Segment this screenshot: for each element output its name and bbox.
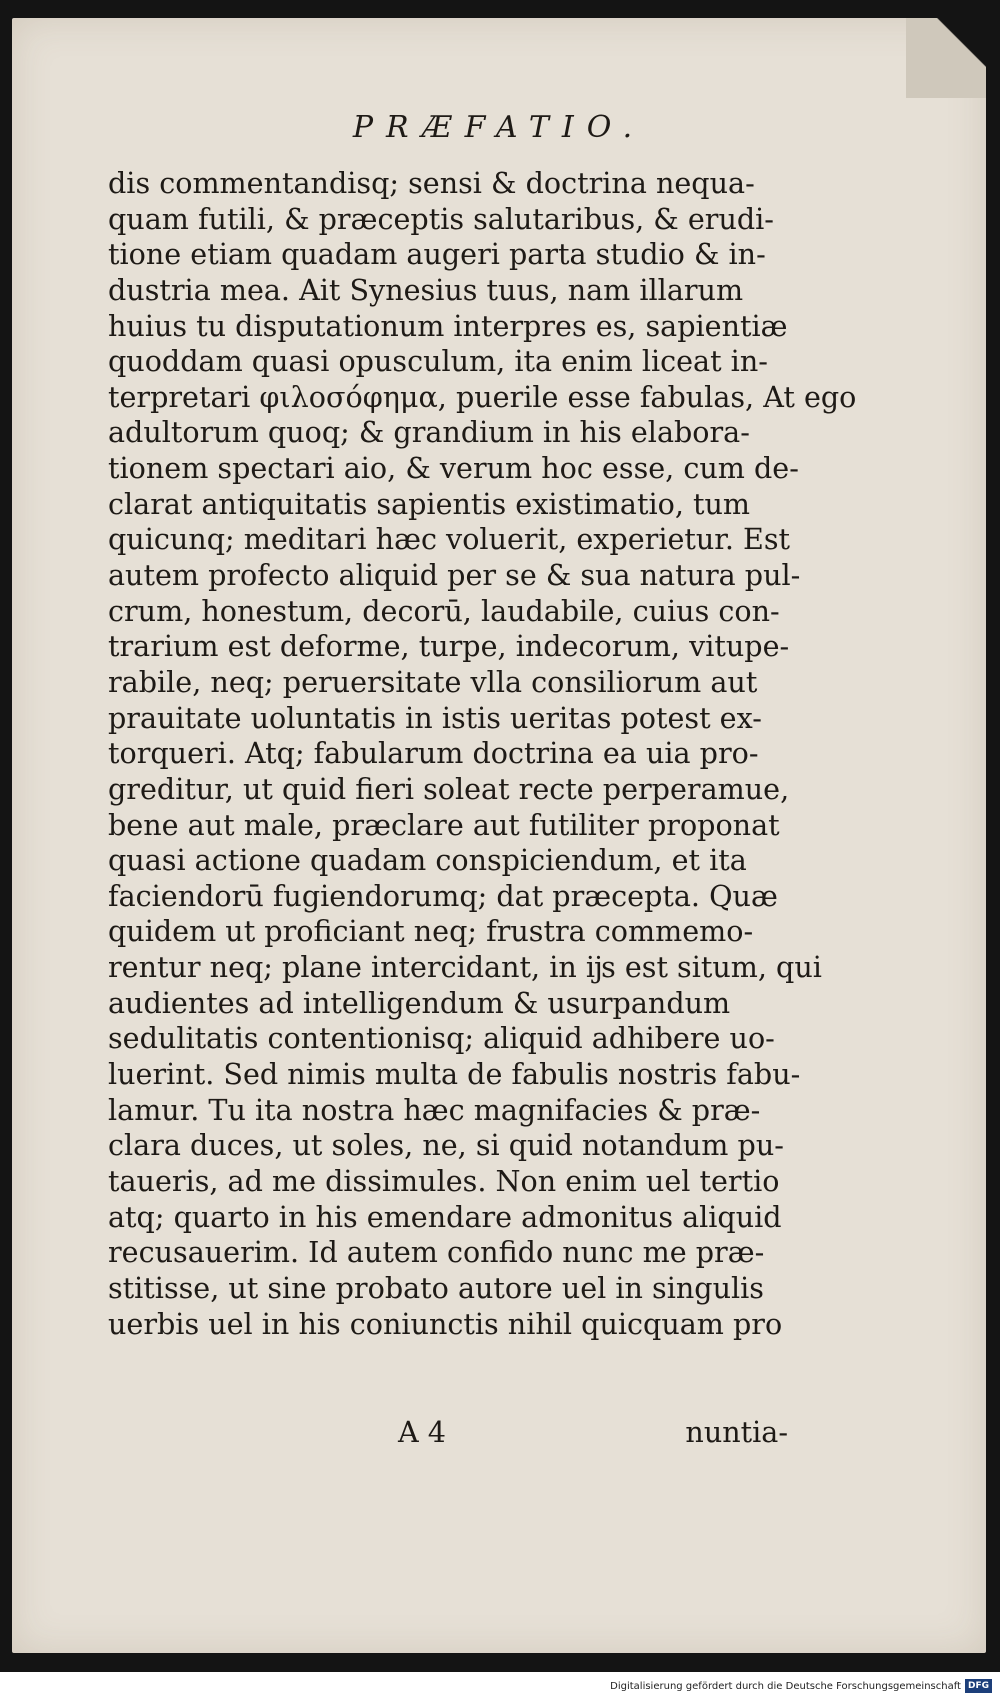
- text-line: dis commentandisq; sensi & doctrina nequa-: [108, 166, 755, 200]
- running-header: PRÆFATIO.: [352, 110, 646, 145]
- text-line: prauitate uoluntatis in istis ueritas potest ex-: [108, 700, 762, 735]
- text-line: tione etiam quadam augeri parta studio & in-: [108, 237, 766, 272]
- text-line: greditur, ut quid fieri soleat recte perperamue,: [108, 771, 790, 806]
- text-line: terpretari φιλοσόφημα, puerile esse fabulas, At ego: [108, 379, 857, 414]
- text-line: dustria mea. Ait Synesius tuus, nam illarum: [108, 272, 744, 307]
- text-line: clara duces, ut soles, ne, si quid notandum pu-: [108, 1128, 784, 1163]
- text-line: uerbis uel in his coniunctis nihil quicquam pro: [108, 1306, 783, 1341]
- text-line: autem profecto aliquid per se & sua natura pul-: [108, 558, 801, 593]
- text-line: bene aut male, præclare aut futiliter proponat: [108, 807, 780, 842]
- page-footer: [108, 1414, 788, 1450]
- text-line: luerint. Sed nimis multa de fabulis nostris fabu-: [108, 1057, 801, 1092]
- text-line: quasi actione quadam conspiciendum, et ita: [108, 843, 747, 878]
- book-page: [12, 18, 986, 1653]
- text-line: torqueri. Atq; fabularum doctrina ea uia pro-: [108, 736, 759, 771]
- text-line: adultorum quoq; & grandium in his elabora-: [108, 415, 750, 450]
- text-line: rentur neq; plane intercidant, in ĳs est situm, qui: [108, 950, 822, 985]
- text-line: recusauerim. Id autem confido nunc me præ-: [108, 1235, 765, 1270]
- text-line: trarium est deforme, turpe, indecorum, vitupe-: [108, 629, 790, 664]
- text-line: quidem ut proficiant neq; frustra commemo-: [108, 914, 754, 949]
- text-line: huius tu disputationum interpres es, sapientiæ: [108, 308, 788, 343]
- text-line: atq; quarto in his emendare admonitus aliquid: [108, 1199, 782, 1234]
- text-line: quam futili, & præceptis salutaribus, & erudi-: [108, 201, 774, 236]
- text-line: clarat antiquitatis sapientis existimatio, tum: [108, 486, 751, 521]
- text-line: quoddam quasi opusculum, ita enim liceat in-: [108, 344, 768, 379]
- text-line: rabile, neq; peruersitate vlla consiliorum aut: [108, 664, 758, 699]
- text-line: audientes ad intelligendum & usurpandum: [108, 985, 731, 1020]
- text-line: quicunq; meditari hæc voluerit, experietur. Est: [108, 522, 791, 557]
- text-line: stitisse, ut sine probato autore uel in singulis: [108, 1270, 764, 1305]
- text-line: sedulitatis contentionisq; aliquid adhibere uo-: [108, 1021, 775, 1056]
- text-line: lamur. Tu ita nostra hæc magnifacies & præ-: [108, 1092, 761, 1127]
- body-text: [108, 166, 857, 1342]
- folded-corner: [906, 18, 986, 98]
- text-line: faciendorū fugiendorumq; dat præcepta. Quæ: [108, 878, 778, 913]
- text-line: tionem spectari aio, & verum hoc esse, cum de-: [108, 451, 799, 486]
- text-line: taueris, ad me dissimules. Non enim uel tertio: [108, 1163, 780, 1198]
- credit-text: Digitalisierung gefördert durch die Deutsche Forschungsgemeinschaft: [610, 1680, 961, 1692]
- signature-mark: A 4: [398, 1415, 446, 1449]
- catchword: nuntia-: [685, 1415, 788, 1449]
- text-line: crum, honestum, decorū, laudabile, cuius con-: [108, 593, 780, 628]
- dfg-logo: DFG: [965, 1679, 992, 1693]
- digitization-credit: [610, 1678, 992, 1694]
